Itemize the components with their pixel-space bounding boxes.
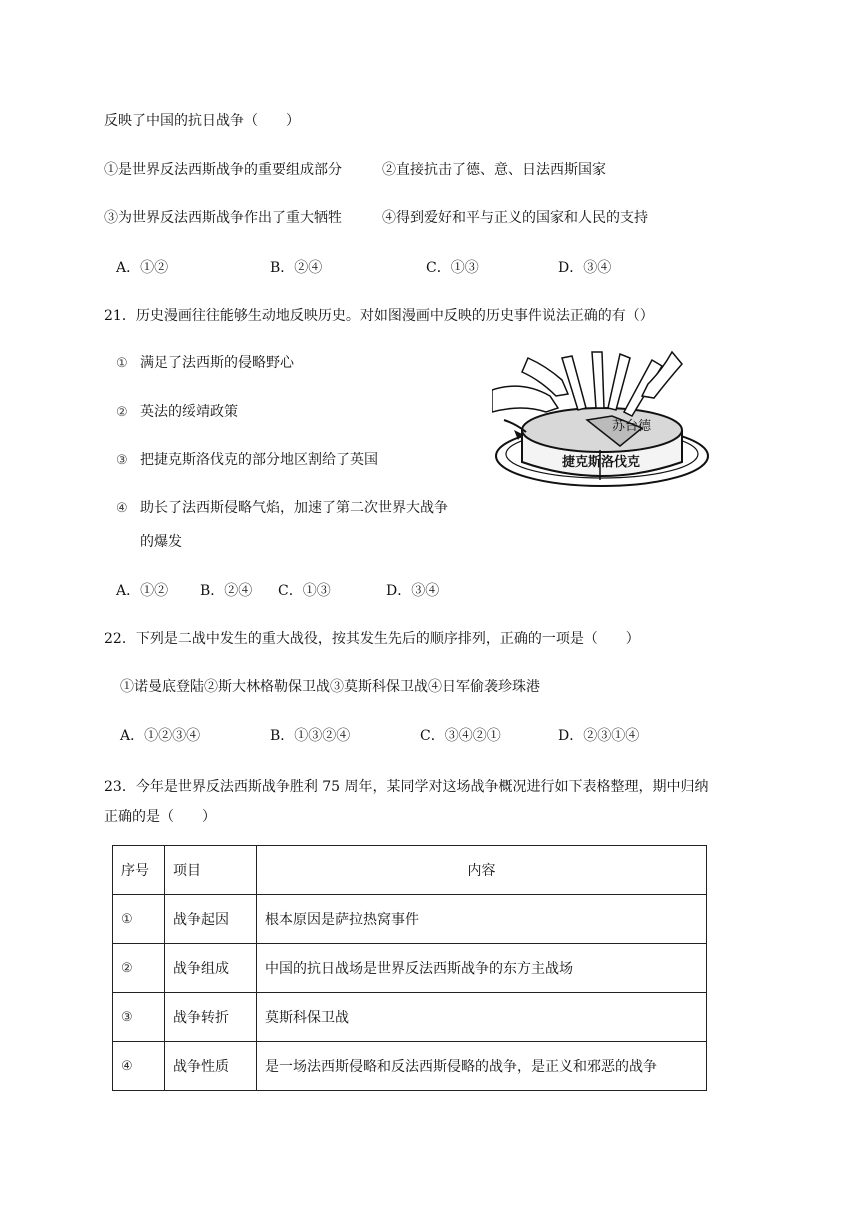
- row-1-seq: ①: [113, 895, 165, 944]
- q21-item-2-text: 英法的绥靖政策: [140, 404, 238, 420]
- q21-item-2: [116, 401, 238, 421]
- q22-option-c[interactable]: C．③④②①: [420, 728, 501, 744]
- q21-item-1-num: ①: [116, 356, 128, 371]
- q23-stem-line-1: 23．今年是世界反法西斯战争胜利 75 周年，某同学对这场战争概况进行如下表格整理，期中归纳: [104, 779, 709, 795]
- q21-option-d[interactable]: D．③④: [386, 583, 440, 599]
- q20-statement-3: ③为世界反法西斯战争作出了重大牺牲: [104, 210, 342, 226]
- q21-item-4-text: 助长了法西斯侵略气焰，加速了第二次世界大战争: [140, 500, 448, 516]
- row-2-item: 战争组成: [165, 944, 257, 993]
- q21-option-c[interactable]: C．①③: [278, 583, 331, 599]
- q20-statement-2: ②直接抗击了德、意、日法西斯国家: [382, 162, 606, 178]
- q21-item-1-text: 满足了法西斯的侵略野心: [140, 355, 294, 371]
- q20-stem-end: 反映了中国的抗日战争（ ）: [104, 113, 300, 129]
- cake-cartoon-image: [492, 350, 712, 490]
- header-seq: 序号: [113, 846, 165, 895]
- war-summary-table: [112, 845, 707, 1091]
- table-row: [113, 944, 707, 993]
- row-2-seq: ②: [113, 944, 165, 993]
- q22-events: ①诺曼底登陆②斯大林格勒保卫战③莫斯科保卫战④日军偷袭珍珠港: [120, 679, 540, 695]
- q21-item-3-num: ③: [116, 453, 128, 468]
- row-2-content: 中国的抗日战场是世界反法西斯战争的东方主战场: [257, 944, 707, 993]
- q20-statement-4: ④得到爱好和平与正义的国家和人民的支持: [382, 210, 648, 226]
- q20-statement-1: ①是世界反法西斯战争的重要组成部分: [104, 162, 342, 178]
- table-row: [113, 895, 707, 944]
- row-3-content: 莫斯科保卫战: [257, 993, 707, 1042]
- q22-option-b[interactable]: B．①③②④: [270, 728, 351, 744]
- q22-option-d[interactable]: D．②③①④: [558, 728, 640, 744]
- row-1-item: 战争起因: [165, 895, 257, 944]
- q20-option-c[interactable]: C．①③: [426, 260, 479, 276]
- header-item: 项目: [165, 846, 257, 895]
- table-row: [113, 1042, 707, 1091]
- q21-item-3: [116, 449, 378, 469]
- table-row: [113, 993, 707, 1042]
- q22-option-a[interactable]: A．①②③④: [120, 728, 201, 744]
- q21-item-1: [116, 352, 294, 372]
- q21-item-3-text: 把捷克斯洛伐克的部分地区割给了英国: [140, 452, 378, 468]
- q22-stem: 22．下列是二战中发生的重大战役，按其发生先后的顺序排列，正确的一项是（ ）: [104, 631, 640, 647]
- row-3-item: 战争转折: [165, 993, 257, 1042]
- q21-item-4-num: ④: [116, 501, 128, 516]
- cartoon-label-sudeten: 苏台德: [612, 419, 652, 434]
- row-4-seq: ④: [113, 1042, 165, 1091]
- q23-stem-line-2: 正确的是（ ）: [104, 809, 216, 825]
- q21-item-4-continued: 的爆发: [140, 534, 182, 550]
- q21-option-a[interactable]: A．①②: [116, 583, 169, 599]
- q20-option-b[interactable]: B．②④: [270, 260, 323, 276]
- q21-item-4: [116, 497, 448, 517]
- row-3-seq: ③: [113, 993, 165, 1042]
- q21-stem: 21．历史漫画往往能够生动地反映历史。对如图漫画中反映的历史事件说法正确的有（）: [104, 308, 654, 324]
- table-header-row: [113, 846, 707, 895]
- q21-option-b[interactable]: B．②④: [200, 583, 253, 599]
- q21-item-2-num: ②: [116, 405, 128, 420]
- cartoon-label-czechoslovakia: 捷克斯洛伐克: [562, 455, 641, 470]
- header-content: 内容: [257, 846, 707, 895]
- q20-option-d[interactable]: D．③④: [558, 260, 612, 276]
- q20-option-a[interactable]: A．①②: [116, 260, 169, 276]
- row-1-content: 根本原因是萨拉热窝事件: [257, 895, 707, 944]
- row-4-content: 是一场法西斯侵略和反法西斯侵略的战争，是正义和邪恶的战争: [257, 1042, 707, 1091]
- row-4-item: 战争性质: [165, 1042, 257, 1091]
